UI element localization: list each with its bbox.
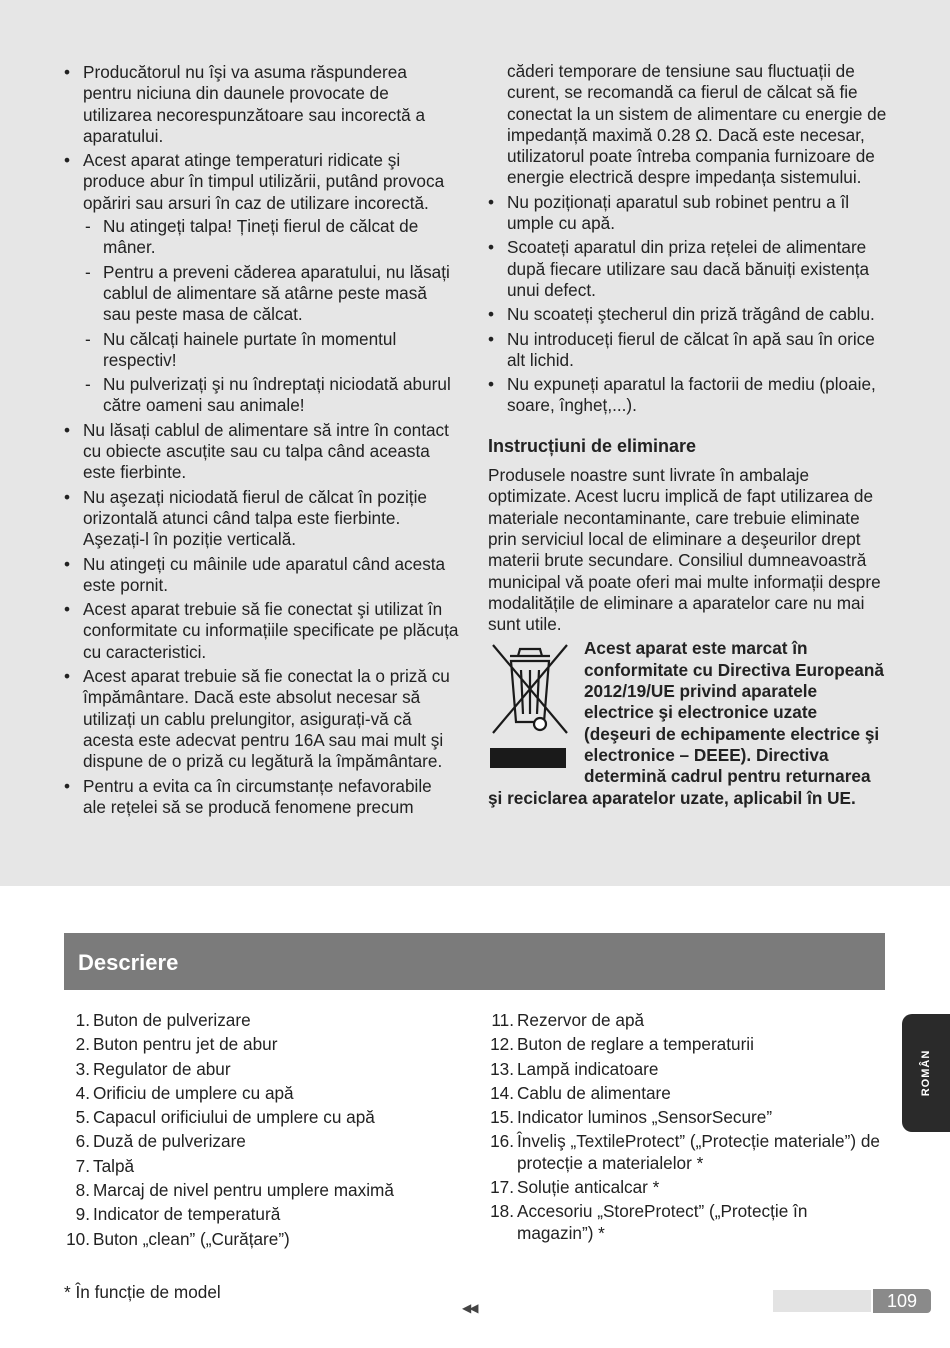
safety-item: • Nu lăsați cablul de alimentare să intre în contact cu obiecte ascuțite sau cu talpa când aceasta este fierbinte. [64, 420, 459, 484]
part-item [64, 1156, 464, 1177]
part-number: 18. [490, 1201, 514, 1222]
part-item [488, 1177, 888, 1198]
part-item [64, 1180, 464, 1201]
weee-text: Acest aparat este marcat în conformitate cu Directiva Europeană 2012/19/UE privind aparatele electrice şi electronice uzate (deşeuri de echipamente electrice şi electronice – DEEE). Directiva determină cadrul pentru returnarea şi reciclarea aparatelor uzate, aplicabil în UE. [488, 638, 884, 808]
safety-item-text: Acest aparat atinge temperaturi ridicate şi produce abur în timpul utilizării, putând provoca opăriri sau arsuri în caz de utilizare incorectă. [83, 150, 445, 213]
part-item [488, 1131, 888, 1174]
part-number: 12. [490, 1034, 514, 1055]
safety-list-left [64, 62, 459, 818]
safety-item: • Nu poziționați aparatul sub robinet pentru a îl umple cu apă. [488, 192, 888, 235]
part-item [64, 1229, 464, 1250]
part-label: Buton de pulverizare [93, 1010, 251, 1030]
part-item [64, 1083, 464, 1104]
weee-bar [490, 748, 566, 768]
safety-subitem: - Nu atingeți talpa! Țineți fierul de călcat de mâner. [83, 216, 459, 259]
part-item [488, 1107, 888, 1128]
safety-column-left [64, 62, 459, 821]
part-label: Rezervor de apă [517, 1010, 645, 1030]
part-number: 4. [75, 1082, 90, 1103]
part-label: Indicator luminos „SensorSecure” [517, 1107, 773, 1128]
part-label: Talpă [93, 1155, 135, 1176]
part-item [488, 1034, 888, 1055]
part-item [488, 1201, 888, 1244]
part-number: 9. [75, 1204, 90, 1225]
disposal-paragraph: Produsele noastre sunt livrate în ambalaje optimizate. Acest lucru implică de fapt utilizarea de materiale necontaminante, care trebuie eliminate prin serviciul local de eliminare a deşeurilor drept materii brute secundare. Consiliul dumneavoastră municipal vă poate oferi mai multe informații despre modalitățile de eliminare a aparatelor care nu mai sunt utile. [488, 465, 881, 635]
footnote: * În funcție de model [64, 1282, 221, 1302]
part-item [488, 1083, 888, 1104]
part-label: Buton pentru jet de abur [93, 1034, 278, 1055]
safety-item: • Producătorul nu îşi va asuma răspunderea pentru niciuna din daunele provocate de utilizarea necorespunzătoare sau incorectă a aparatului. [64, 62, 459, 147]
language-tab-label: ROMÂN [920, 1049, 932, 1097]
safety-item: • Nu aşezați niciodată fierul de călcat în poziție orizontală atunci când talpa este fierbinte. Aşezați-l în poziție verticală. [64, 487, 459, 551]
part-item [64, 1010, 464, 1031]
safety-sublist [83, 216, 459, 417]
part-label: Capacul orificiului de umplere cu apă [93, 1107, 375, 1128]
page-number: 109 [873, 1289, 931, 1313]
part-label: Orificiu de umplere cu apă [93, 1082, 294, 1103]
part-item [64, 1204, 464, 1225]
language-tab [902, 1014, 950, 1132]
part-label: Cablu de alimentare [517, 1082, 671, 1103]
part-number: 7. [75, 1155, 90, 1176]
part-number: 17. [490, 1177, 514, 1198]
safety-item: • Nu introduceți fierul de călcat în apă sau în orice alt lichid. [488, 329, 888, 372]
parts-list-right [488, 1010, 888, 1247]
safety-subitem: - Pentru a preveni căderea aparatului, nu lăsați cablul de alimentare să atârne peste masă sau peste masa de călcat. [83, 262, 459, 326]
safety-item: • Acest aparat trebuie să fie conectat la o priză cu împământare. Dacă este absolut necesar să utilizați un cablu prelungitor, asigurați-vă că acesta este adecvat pentru 16A sau mai mult şi dispune de o priză cu legătură la împământare. [64, 666, 459, 772]
double-left-arrow-icon[interactable]: ◀◀ [462, 1301, 477, 1315]
part-number: 5. [75, 1107, 90, 1128]
safety-item: • Scoateți aparatul din priza rețelei de alimentare după fiecare utilizare sau dacă bănuiți existența unui defect. [488, 237, 888, 301]
part-number: 14. [490, 1082, 514, 1103]
part-label: Marcaj de nivel pentru umplere maximă [93, 1180, 394, 1201]
safety-subitem: - Nu călcați hainele purtate în momentul respectiv! [83, 329, 459, 372]
safety-item: • Nu expuneți aparatul la factorii de mediu (ploaie, soare, îngheț,...). [488, 374, 888, 417]
part-label: Lampă indicatoare [517, 1058, 659, 1079]
part-label: Buton „clean” („Curățare”) [93, 1228, 290, 1249]
part-number: 2. [75, 1034, 90, 1055]
part-number: 11. [491, 1010, 514, 1030]
safety-list-right [488, 192, 888, 417]
safety-column-right [488, 61, 888, 809]
part-number: 1. [75, 1010, 90, 1030]
safety-item: • Acest aparat trebuie să fie conectat şi utilizat în conformitate cu informațiile specificate pe plăcuța cu caracteristici. [64, 599, 459, 663]
safety-item: • Nu atingeți cu mâinile ude aparatul când acesta este pornit. [64, 554, 459, 597]
description-banner [64, 933, 885, 990]
part-label: Indicator de temperatură [93, 1204, 281, 1225]
safety-continuation: căderi temporare de tensiune sau fluctuații de curent, se recomandă ca fierul de călcat să fie conectat la un sistem de alimentare cu energie de impedanță maximă 0.28 Ω. Dacă este necesar, utilizatorul poate întreba compania furnizoare de energie electrică despre impedanța sistemului. [507, 61, 887, 188]
part-label: Buton de reglare a temperaturii [517, 1034, 754, 1055]
part-item [64, 1131, 464, 1152]
part-label: Soluție anticalcar * [517, 1177, 660, 1198]
safety-item [64, 150, 459, 417]
part-item [64, 1107, 464, 1128]
safety-subitem: - Nu pulverizați şi nu îndreptați niciodată aburul către oameni sau animale! [83, 374, 459, 417]
part-number: 10. [66, 1228, 90, 1249]
part-label: Accesoriu „StoreProtect” („Protecție în magazin”) * [517, 1201, 808, 1243]
parts-list-left [64, 1010, 464, 1253]
part-number: 16. [490, 1131, 514, 1152]
part-item [488, 1010, 888, 1031]
crossed-out-wheelie-bin-icon [488, 640, 572, 766]
safety-item: • Nu scoateți ştecherul din priză trăgând de cablu. [488, 304, 888, 325]
part-label: Duză de pulverizare [93, 1131, 246, 1152]
part-item [64, 1034, 464, 1055]
part-item [64, 1059, 464, 1080]
part-number: 8. [75, 1180, 90, 1201]
part-number: 15. [490, 1107, 514, 1128]
safety-item: • Pentru a evita ca în circumstanțe nefavorabile ale rețelei să se producă fenomene precum [64, 776, 459, 819]
part-label: Înveliş „TextileProtect” („Protecție materiale”) de protecție a materialelor * [517, 1131, 880, 1173]
description-title: Descriere [78, 950, 179, 975]
disposal-heading: Instrucțiuni de eliminare [488, 435, 697, 456]
part-number: 3. [75, 1058, 90, 1079]
part-number: 13. [490, 1058, 514, 1079]
part-number: 6. [75, 1131, 90, 1152]
weee-notice [488, 638, 888, 808]
part-item [488, 1059, 888, 1080]
part-label: Regulator de abur [93, 1058, 231, 1079]
page-bar [773, 1290, 871, 1312]
